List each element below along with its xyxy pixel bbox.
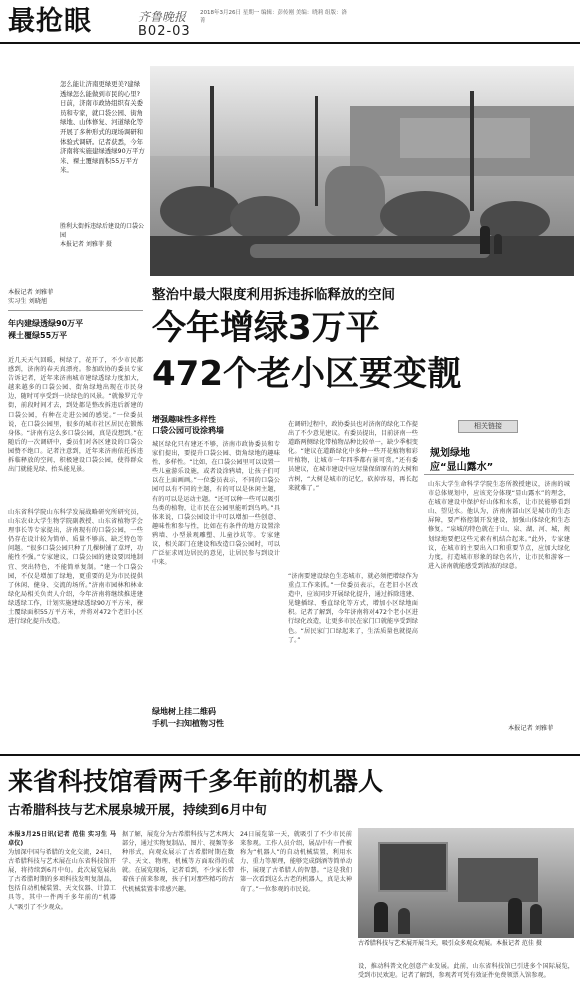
photo-caption: 胜利大街拆违绿后建设的口袋公园 [60, 223, 145, 239]
byline-rule [8, 310, 143, 311]
lead-headline-2: 472个老小区要变靓 [152, 354, 461, 394]
page-number: B02-03 [138, 24, 191, 39]
lead-col3: 在调研过程中，政协委员也对济南的绿化工作提出了不少意见建议。有委员提出，目前济南一些道路两侧绿化带植物品种比较单一，缺少季相变化。“建议在道路绿化中多种一些开花植物和彩叶植物，让城市一年四季都有景可赏。”还有委员建议，在城市建设中应尽量保留原有的大树和古树，“大树是城市的记忆，砍掉容易，再长起来就难了。” [288, 421, 418, 492]
paper-logo: 齐鲁晚报 [138, 10, 187, 24]
masthead-meta: 2018年3月26日 星期一 编辑：彭传刚 美编：晓莉 组版：洛菁 [200, 10, 347, 24]
lead-col1: 近几天天气回暖，树绿了，花开了，不少市民都感到，济南的春天真漂亮。参加政协的委员专家告诉记者，近年来济南城市建绿透绿力度加大，越来越多的口袋公园、街角绿地出现在市民身边，随时可享受到一块绿色的风景。“就像罗元寺街，前段时间才去，到处都是整改拆违后新建的口袋公园，有种在走进公园的感觉。”一位委员说，在口袋公园里，很多的城市社区居民在锻炼身体。“济南有这么多口袋公园，真是没想到。”在随后的一次调研中，委员们对各区建设的口袋公园赞不绝口。记者注意到，近年来济南依托拆违拆临释放的空间，积极建设口袋公园，使得群众出门就能见绿、抬头能见景。 [8, 357, 143, 474]
second-col1: 为加深中国与希腊的文化交流，24日，古希腊科技与艺术展在山东省科技馆开展，将持续到6月中旬。此次展览展出了古希腊时期的多项科技发明复制品，包括自动机械装置、天文仪器、计算工具等，其中一件两千多年前的“机器人”吸引了不少观众。 [8, 849, 116, 911]
lead-intro: 怎么能让济南更绿更美?建绿透绿怎么能做到市民的心里?日前，济南市政协组织有关委员和专家，就口袋公园、街角绿地、山体修复、河道绿化等开展了多种形式的现场调研和体验式调研。记者获悉，今年济南将实施建绿透绿90万平方米、裸土覆绿面积55万平方米。 [60, 80, 145, 175]
section-title: 最抢眼 [8, 6, 92, 37]
second-col2: 据了解，展览分为古希腊科技与艺术两大部分，通过实物复制品、图片、视频等多种形式，向观众展示了古希腊时期在数学、天文、物理、机械等方面取得的成就。在展览现场，记者看到，不少家长带着孩子前来参观，孩子们对那些精巧的古代机械装置非常感兴趣。 [122, 831, 234, 893]
related-sidebar [424, 420, 574, 742]
masthead-rule [0, 42, 580, 44]
second-lede-byline: 本报3月25日讯(记者 范佳 实习生 马卓仪) [8, 831, 116, 848]
lead-col1b: 山东省科学院山东科学发展战略研究所研究员，山东农业大学生物学院副教授、山东省植物学会理事长等专家提出，济南现有的口袋公园，一些仍存在设计较为简单、质量不够高、缺乏特色等问题。“很多口袋公园只种了几棵树铺了草坪，功能性不强。”专家建议，口袋公园的建设要因地制宜、突出特色，不能简单复制。“建一个口袋公园，不仅是增加了绿地，更重要的是为市民提供了休闲、健身、交流的场所。”济南市园林和林业绿化局相关负责人介绍，今年济南将继续推进建绿透绿工作，计划实施建绿透绿90万平方米，裸土覆绿面积55万平方米，并将对472个老旧小区进行绿化提升改造。 [8, 509, 143, 626]
lead-photo [150, 66, 574, 276]
second-col3: 24日展览第一天，就吸引了不少市民前来参观。工作人员介绍，展品中有一件被称为“机器人”的自动机械装置，利用水力、重力等原理，能够完成倒酒等简单动作，展现了古希腊人的智慧。“这是我们第一次看到这么古老的机器人，真是太神奇了。”一位参观的市民说。 [240, 831, 352, 893]
lead-headline-1: 今年增绿3万平 [152, 308, 380, 348]
second-subhead: 古希腊科技与艺术展泉城开展，持续到6月中旬 [8, 802, 267, 817]
second-tail: 设，推动科普文化创意产业发展。此前，山东省科技馆已引进多个国际展览，受到市民欢迎。记者了解到，参观者可凭有效证件免费领票入馆参观。 [358, 963, 574, 980]
lead-subhead-2: 绿地树上挂二维码 [152, 707, 216, 716]
second-photo-caption: 古希腊科技与艺术展开展当天，吸引众多观众观展。本报记者 范佳 摄 [358, 940, 542, 947]
lead-subhead-1: 增强趣味性多样性 [152, 415, 216, 424]
lead-col3b: “济南要建设绿色生态城市，就必须把增绿作为重点工作来抓。”一位委员表示，在老旧小区改造中，应该同步开展绿化提升，通过拆除违建、见缝插绿、垂直绿化等方式，增加小区绿地面积。记者了解到，今年济南将对472个老小区进行绿化改造，让更多市民在家门口就能享受到绿色。“居民家门口绿起来了，生活质量也就提高了。” [288, 573, 418, 644]
lead-summary: 年内建绿透绿90万平 裸土覆绿55万平 [8, 319, 84, 340]
lead-subhead-2b: 手机一扫知植物习性 [152, 719, 224, 728]
second-headline: 来省科技馆看两千多年前的机器人 [8, 767, 384, 796]
second-photo [358, 828, 574, 938]
lead-subhead-1b: 口袋公园可设涂鸦墙 [152, 426, 224, 435]
sidebar-credit: 本报记者 刘雅菲 [508, 725, 554, 732]
sidebar-title-2: 应“显山露水” [430, 462, 494, 473]
photo-credit: 本报记者 刘雅菲 摄 [60, 241, 112, 248]
lead-col2: 城区绿化只有建还不够，济南市政协委员和专家们提出，要提升口袋公园、街角绿地的趣味性、多样性。“比如，在口袋公园里可以设置一些儿童游乐设施，或者设涂鸦墙，让孩子们可以在上面画画。”一位委员表示，不同的口袋公园可以有不同的主题，有的可以是休闲主题，有的可以是运动主题。“还可以种一些可以吸引鸟类的植物，让市民在公园里能听到鸟鸣。”具体来说，口袋公园设计中可以增加一些创意、趣味性和参与性，比如在有条件的地方设置涂鸦墙、小型景观雕塑、儿童沙坑等。专家建议，相关部门在建设和改造口袋公园时，可以广泛征求周边居民的意见，让居民参与到设计中来。 [152, 441, 280, 567]
lead-kicker: 整治中最大限度利用拆违拆临释放的空间 [152, 287, 395, 303]
lead-byline: 本报记者 刘雅菲 实习生 刘晓旭 [8, 289, 54, 305]
sidebar-body: 山东大学生命科学学院生态所教授建议，济南的城市总体规划中，应该充分体现“显山露水”的理念，在城市建设中保护好山体和水系，让市民能够看到山、望见水。他认为，济南南部山区是城市的生态屏障，要严格控制开发建设，加强山体绿化和生态修复。“泉城的特色就在于山、泉、湖、河、城，规划绿地要把这些元素有机结合起来。”此外，专家建议，在城市的主要出入口和重要节点，应加大绿化力度，打造城市形象的绿色名片，让市民和游客一进入济南就能感受到浓浓的绿意。 [428, 481, 570, 570]
section-rule [0, 754, 580, 756]
sidebar-tag: 相关链接 [458, 420, 518, 433]
sidebar-rule [424, 474, 574, 475]
sidebar-title-1: 规划绿地 [430, 448, 470, 459]
